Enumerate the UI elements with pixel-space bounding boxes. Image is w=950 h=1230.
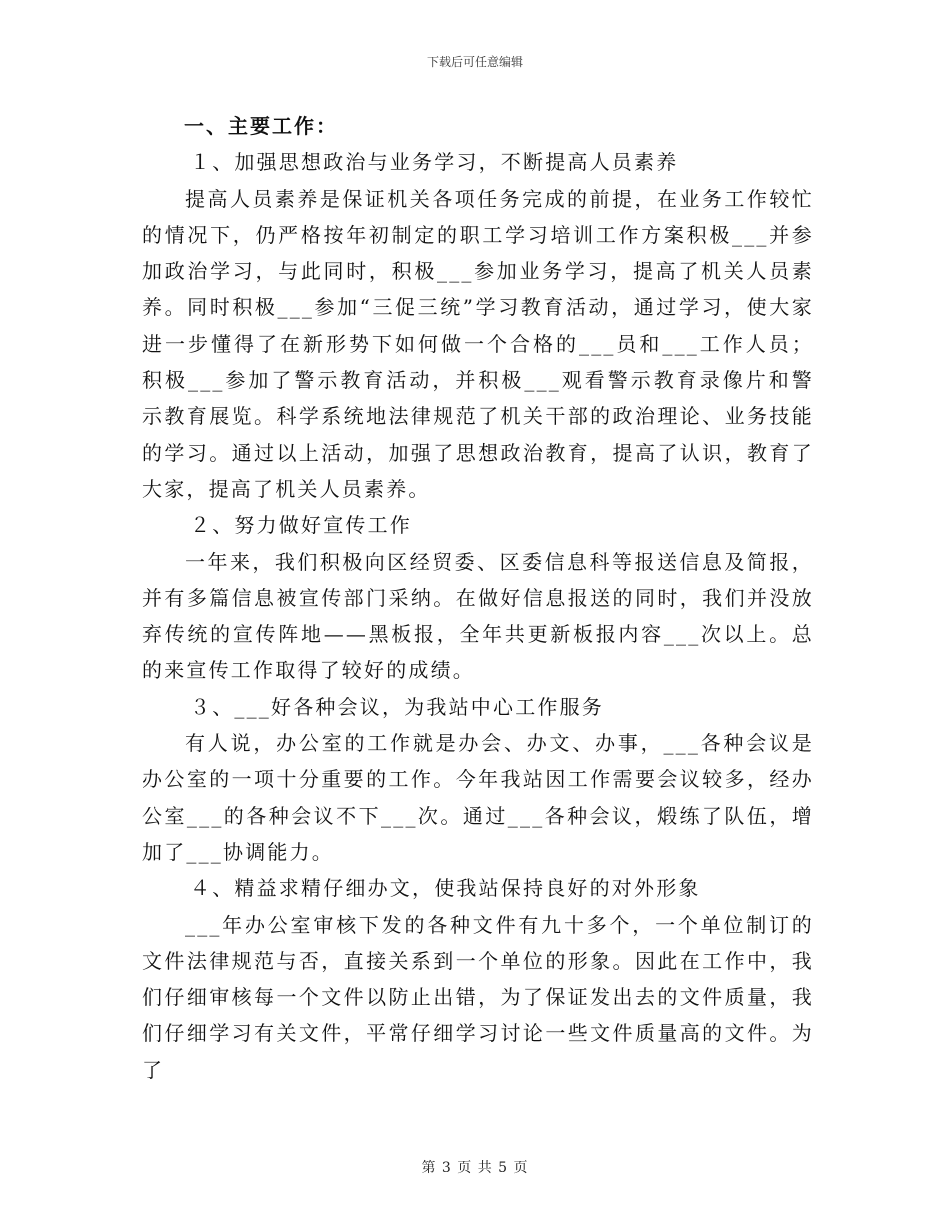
section-heading: 一、主要工作：	[184, 114, 338, 138]
paragraph-2: 一年来，我们积极向区经贸委、区委信息科等报送信息及简报，并有多篇信息被宣传部门采纳。在做好信息报送的同时，我们并没放弃传统的宣传阵地——黑板报，全年共更新板报内容___次以上。总的来宣传工作取得了较好的成绩。	[142, 549, 814, 683]
subheading-1: １、加强思想政治与业务学习，不断提高人员素养	[190, 150, 679, 175]
subheading-3: ３、___好各种会议，为我站中心工作服务	[190, 694, 604, 719]
header-note: 下载后可任意编辑	[426, 55, 523, 69]
subheading-4: ４、精益求精仔细办文，使我站保持良好的对外形象	[190, 876, 701, 901]
subheading-2: ２、努力做好宣传工作	[190, 513, 412, 538]
paragraph-4: ___年办公室审核下发的各种文件有九十多个，一个单位制订的文件法律规范与否，直接关系到一个单位的形象。因此在工作中，我们仔细审核每一个文件以防止出错，为了保证发出去的文件质量，我们仔细学习有关文件，平常仔细学习讨论一些文件质量高的文件。为了	[142, 912, 814, 1082]
document-body	[142, 108, 814, 1088]
paragraph-1: 提高人员素养是保证机关各项任务完成的前提，在业务工作较忙的情况下，仍严格按年初制定的职工学习培训工作方案积极___并参加政治学习，与此同时，积极___参加业务学习，提高了机关人员素养。同时积极___参加“三促三统”学习教育活动，通过学习，使大家进一步懂得了在新形势下如何做一个合格的___员和___工作人员；积极___参加了警示教育活动，并积极___观看警示教育录像片和警示教育展览。科学系统地法律规范了机关干部的政治理论、业务技能的学习。通过以上活动，加强了思想政治教育，提高了认识，教育了大家，提高了机关人员素养。	[142, 186, 814, 501]
page-number: 第 3 页 共 5 页	[421, 1160, 529, 1176]
paragraph-3: 有人说，办公室的工作就是办会、办文、办事，___各种会议是办公室的一项十分重要的工作。今年我站因工作需要会议较多，经办公室___的各种会议不下___次。通过___各种会议，煅练了队伍，增加了___协调能力。	[142, 731, 814, 864]
